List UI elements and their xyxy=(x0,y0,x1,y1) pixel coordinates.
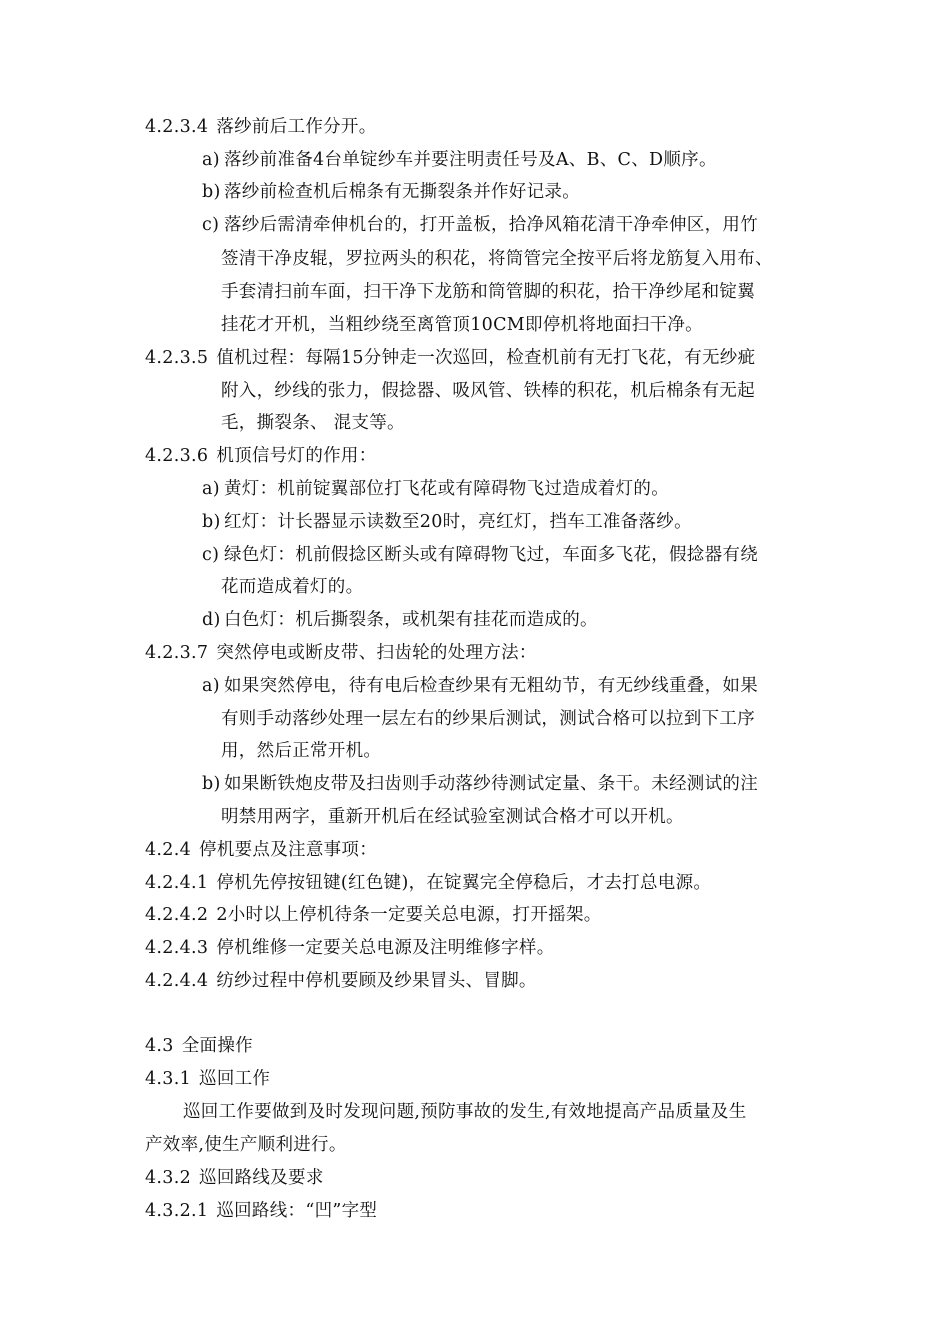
list-text: 白色灯：机后撕裂条，或机架有挂花而造成的。 xyxy=(224,610,598,630)
list-marker: a) xyxy=(202,150,220,170)
section-number: 4.2.3.4 xyxy=(145,117,209,137)
section-number: 4.2.4.4 xyxy=(145,971,209,991)
paragraph-text: 巡回路线：“凹”字型 xyxy=(216,1201,378,1221)
section-4-3 xyxy=(145,1031,253,1061)
list-marker: b) xyxy=(202,182,221,202)
section-4-2-4-4 xyxy=(145,966,537,996)
list-marker: a) xyxy=(202,676,220,696)
section-4-2-3-6 xyxy=(145,441,377,471)
section-number: 4.2.3.6 xyxy=(145,446,209,466)
section-number: 4.2.3.5 xyxy=(145,348,209,368)
list-continuation: 挂花才开机，当粗纱绕至离管顶10CM即停机将地面扫干净。 xyxy=(221,315,703,335)
section-4-2-3-4 xyxy=(145,112,377,142)
section-title: 巡回工作 xyxy=(199,1069,271,1089)
list-continuation: 手套清扫前车面，扫干净下龙筋和筒管脚的积花，拾干净纱尾和锭翼 xyxy=(221,282,755,302)
section-number: 4.3.2 xyxy=(145,1168,192,1188)
paragraph-text: 值机过程：每隔15分钟走一次巡回，检查机前有无打飞花，有无纱疵 xyxy=(216,348,756,368)
section-title: 巡回路线及要求 xyxy=(199,1168,324,1188)
list-item xyxy=(202,177,580,207)
paragraph-continuation: 毛，撕裂条、 混支等。 xyxy=(221,413,405,433)
paragraph-text: 巡回工作要做到及时发现问题,预防事故的发生,有效地提高产品质量及生 xyxy=(183,1102,747,1122)
list-marker: b) xyxy=(202,774,221,794)
section-4-2-3-7 xyxy=(145,638,537,668)
list-continuation: 有则手动落纱处理一层左右的纱果后测试，测试合格可以拉到下工序 xyxy=(221,709,755,729)
section-4-2-4-1 xyxy=(145,868,711,898)
list-text: 落纱前检查机后棉条有无撕裂条并作好记录。 xyxy=(224,182,580,202)
section-title: 机顶信号灯的作用： xyxy=(216,446,377,466)
list-continuation: 明禁用两字，重新开机后在经试验室测试合格才可以开机。 xyxy=(221,807,684,827)
list-text: 如果断铁炮皮带及扫齿则手动落纱待测试定量、条干。未经测试的注 xyxy=(224,774,758,794)
section-number: 4.2.4.1 xyxy=(145,873,209,893)
list-text: 落纱前准备4台单锭纱车并要注明责任号及A、B、C、D顺序。 xyxy=(224,150,717,170)
list-text: 落纱后需清牵伸机台的，打开盖板，拾净风箱花清干净牵伸区，用竹 xyxy=(224,215,758,235)
list-text: 红灯：计长器显示读数至20时，亮红灯，挡车工准备落纱。 xyxy=(224,512,692,532)
section-title: 突然停电或断皮带、扫齿轮的处理方法： xyxy=(216,643,537,663)
list-item xyxy=(202,671,758,701)
section-4-3-1 xyxy=(145,1064,270,1094)
section-4-2-3-5 xyxy=(145,343,755,373)
section-title: 全面操作 xyxy=(181,1036,253,1056)
section-number: 4.3 xyxy=(145,1036,174,1056)
list-marker: c) xyxy=(202,545,220,565)
section-number: 4.2.4.2 xyxy=(145,905,209,925)
section-4-2-4-2 xyxy=(145,900,602,930)
list-continuation: 花而造成着灯的。 xyxy=(221,577,364,597)
section-title: 落纱前后工作分开。 xyxy=(216,117,377,137)
section-number: 4.2.3.7 xyxy=(145,643,209,663)
list-continuation: 用，然后正常开机。 xyxy=(221,741,382,761)
section-4-2-4-3 xyxy=(145,933,555,963)
list-item xyxy=(202,605,598,635)
section-4-3-2 xyxy=(145,1163,324,1193)
paragraph-text: 2小时以上停机待条一定要关总电源，打开摇架。 xyxy=(216,905,602,925)
section-number: 4.2.4.3 xyxy=(145,938,209,958)
paragraph-text: 停机先停按钮键(红色键)，在锭翼完全停稳后，才去打总电源。 xyxy=(216,873,712,893)
paragraph-continuation: 附入，纱线的张力，假捻器、吸风管、铁棒的积花，机后棉条有无起 xyxy=(221,381,755,401)
list-text: 如果突然停电，待有电后检查纱果有无粗幼节，有无纱线重叠，如果 xyxy=(224,676,758,696)
list-marker: a) xyxy=(202,479,220,499)
list-item xyxy=(202,507,692,537)
section-4-3-2-1 xyxy=(145,1196,377,1226)
section-number: 4.2.4 xyxy=(145,840,192,860)
list-marker: b) xyxy=(202,512,221,532)
list-item xyxy=(202,145,717,175)
section-title: 停机要点及注意事项： xyxy=(199,840,378,860)
list-item xyxy=(202,769,758,799)
list-item xyxy=(202,474,669,504)
list-text: 绿色灯：机前假捻区断头或有障碍物飞过，车面多飞花，假捻器有绕 xyxy=(224,545,758,565)
paragraph-text: 停机维修一定要关总电源及注明维修字样。 xyxy=(216,938,555,958)
list-item xyxy=(202,210,758,240)
section-number: 4.3.2.1 xyxy=(145,1201,209,1221)
paragraph-text: 纺纱过程中停机要顾及纱果冒头、冒脚。 xyxy=(216,971,537,991)
section-4-2-4 xyxy=(145,835,377,865)
paragraph-continuation: 产效率,使生产顺利进行。 xyxy=(145,1135,347,1155)
list-text: 黄灯：机前锭翼部位打飞花或有障碍物飞过造成着灯的。 xyxy=(224,479,669,499)
section-number: 4.3.1 xyxy=(145,1069,192,1089)
list-marker: c) xyxy=(202,215,220,235)
list-marker: d) xyxy=(202,610,221,630)
list-item xyxy=(202,540,758,570)
list-continuation: 签清干净皮辊，罗拉两头的积花，将筒管完全按平后将龙筋复入用布、 xyxy=(221,249,773,269)
